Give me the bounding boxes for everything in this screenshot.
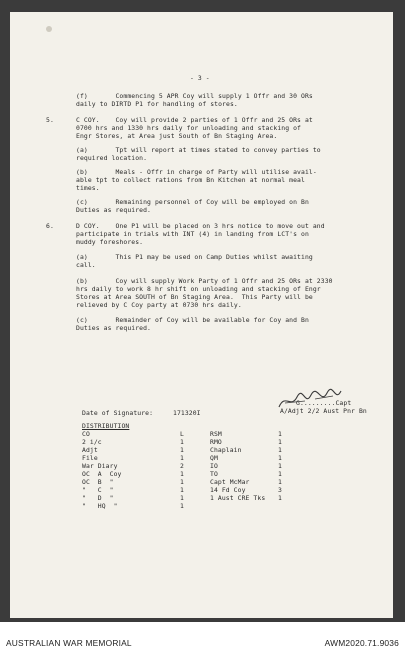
archive-footer	[0, 622, 405, 653]
dist-left-name: War Diary	[82, 462, 118, 470]
para-5a-line-1: (a) Tpt will report at times stated to convey parties to	[76, 146, 321, 154]
dist-left-name: " HQ "	[82, 502, 118, 510]
date-of-signature-label: Date of Signature:	[82, 409, 154, 417]
dist-right-qty: 1	[278, 438, 282, 446]
dist-right-qty: 3	[278, 486, 282, 494]
dist-right-qty: 1	[278, 478, 282, 486]
dist-right-name: IO	[210, 462, 218, 470]
punch-hole-mark	[46, 26, 52, 32]
date-of-signature-value: 171320I	[173, 409, 201, 417]
para-5a-line-2: required location.	[76, 154, 148, 162]
para-f-line-2: daily to DIRTD P1 for handling of stores.	[76, 100, 238, 108]
page-number: - 3 -	[190, 74, 210, 82]
para-5-line-1: C COY. Coy will provide 2 parties of 1 Offr and 25 ORs at	[76, 116, 313, 124]
dist-left-qty: 1	[180, 446, 184, 454]
distribution-heading: DISTRIBUTION	[82, 422, 130, 430]
dist-right-qty: 1	[278, 494, 282, 502]
para-5c-line-2: Duties as required.	[76, 206, 152, 214]
para-5-number: 5.	[46, 116, 54, 124]
para-5b-line-1: (b) Meals - Offr in charge of Party will utilise avail-	[76, 168, 317, 176]
dist-left-qty: 1	[180, 438, 184, 446]
dist-left-qty: 1	[180, 478, 184, 486]
para-5b-line-3: times.	[76, 184, 100, 192]
signature-name-line: G.........Capt	[296, 399, 352, 407]
para-5b-line-2: able tpt to collect rations from Bn Kitchen at normal meal	[76, 176, 305, 184]
dist-right-name: 14 Fd Coy	[210, 486, 246, 494]
dist-right-qty: 1	[278, 454, 282, 462]
para-6-line-3: muddy foreshores.	[76, 238, 144, 246]
dist-left-name: OC A Coy	[82, 470, 122, 478]
para-6-line-1: D COY. One P1 will be placed on 3 hrs notice to move out and	[76, 222, 325, 230]
signature-title: A/Adjt 2/2 Aust Pnr Bn	[280, 407, 367, 415]
dist-right-name: RSM	[210, 430, 222, 438]
document-page	[10, 12, 393, 618]
dist-left-qty: 1	[180, 502, 184, 510]
dist-left-qty: 1	[180, 470, 184, 478]
dist-right-name: Chaplain	[210, 446, 242, 454]
dist-left-name: " D "	[82, 494, 114, 502]
dist-right-qty: 1	[278, 430, 282, 438]
para-6a-line-1: (a) This P1 may be used on Camp Duties whilst awaiting	[76, 253, 313, 261]
dist-left-qty: 1	[180, 486, 184, 494]
dist-left-name: File	[82, 454, 98, 462]
dist-right-qty: 1	[278, 446, 282, 454]
dist-left-qty: 2	[180, 462, 184, 470]
dist-right-qty: 1	[278, 470, 282, 478]
dist-left-qty: L	[180, 430, 184, 438]
footer-institution: AUSTRALIAN WAR MEMORIAL	[6, 638, 132, 648]
para-f-line-1: (f) Commencing 5 APR Coy will supply 1 Offr and 30 ORs	[76, 92, 313, 100]
dist-right-name: Capt McMar	[210, 478, 250, 486]
para-5c-line-1: (c) Remaining personnel of Coy will be employed on Bn	[76, 198, 309, 206]
dist-right-name: QM	[210, 454, 218, 462]
para-6b-line-2: hrs daily to work 8 hr shift on unloading and stacking of Engr	[76, 285, 321, 293]
dist-left-name: Adjt	[82, 446, 98, 454]
dist-left-qty: 1	[180, 494, 184, 502]
para-6c-line-1: (c) Remainder of Coy will be available for Coy and Bn	[76, 316, 309, 324]
dist-right-name: RMO	[210, 438, 222, 446]
para-5-line-2: 0700 hrs and 1330 hrs daily for unloading and stacking of	[76, 124, 302, 132]
para-6c-line-2: Duties as required.	[76, 324, 152, 332]
dist-right-qty: 1	[278, 462, 282, 470]
para-6b-line-1: (b) Coy will supply Work Party of 1 Offr and 25 ORs at 2330	[76, 277, 333, 285]
para-5-line-3: Engr Stores, at Area just South of Bn Staging Area.	[76, 132, 278, 140]
para-6b-line-3: Stores at Area SOUTH of Bn Staging Area. This Party will be	[76, 293, 313, 301]
dist-right-name: TO	[210, 470, 218, 478]
dist-left-name: OC B "	[82, 478, 114, 486]
dist-right-name: 1 Aust CRE Tks	[210, 494, 266, 502]
dist-left-name: 2 i/c	[82, 438, 102, 446]
para-6a-line-2: call.	[76, 261, 96, 269]
para-6-number: 6.	[46, 222, 54, 230]
dist-left-qty: 1	[180, 454, 184, 462]
footer-catalogue-id: AWM2020.71.9036	[324, 638, 399, 648]
dist-left-name: " C "	[82, 486, 114, 494]
para-6-line-2: participate in trials with INT (4) in landing from LCT's on	[76, 230, 309, 238]
para-6b-line-4: relieved by C Coy party at 0730 hrs daily.	[76, 301, 242, 309]
dist-left-name: CO	[82, 430, 90, 438]
